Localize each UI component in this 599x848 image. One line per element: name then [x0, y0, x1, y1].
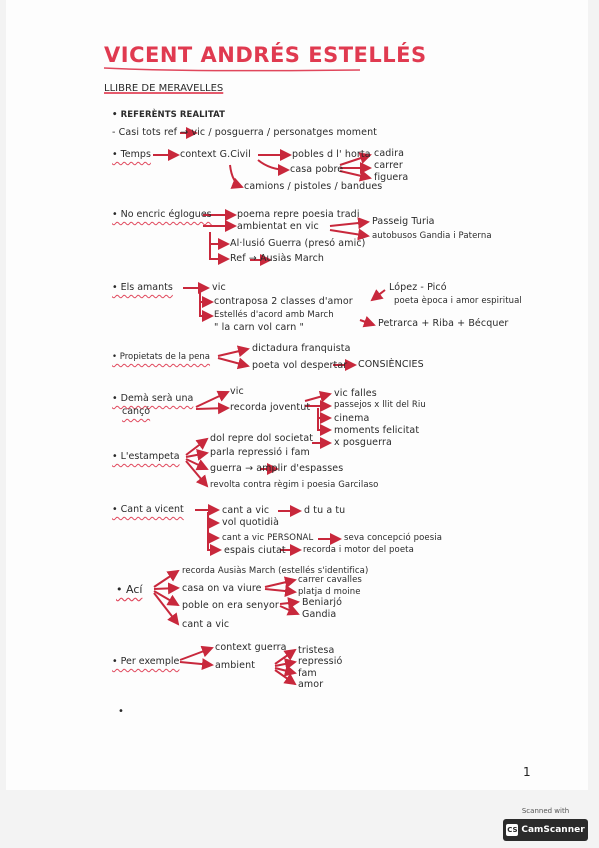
perexemple-repressio: repressió — [298, 656, 343, 667]
cantavicent-vol: vol quotidià — [222, 517, 280, 528]
estampeta-revolta: revolta contra règim i poesia Garcilaso — [210, 480, 379, 490]
arrow — [330, 230, 368, 236]
perexemple-ambient: ambient — [215, 660, 256, 671]
arrow — [330, 222, 368, 226]
key-temps: • Temps — [112, 149, 151, 160]
key-propietats: • Propietats de la pena — [112, 352, 211, 362]
arrow — [230, 165, 242, 187]
arrow — [210, 232, 228, 244]
arrow — [265, 580, 295, 587]
demasera-cinema: cinema — [334, 413, 370, 424]
perexemple-tristesa: tristesa — [298, 645, 335, 656]
arrow — [280, 606, 298, 614]
page-title: VICENT ANDRÉS ESTELLÉS — [104, 43, 427, 67]
propietats-poeta: poeta vol despertar — [252, 360, 348, 371]
arrow — [208, 512, 218, 523]
stamp-badge — [503, 819, 588, 841]
arrow — [180, 662, 212, 665]
noencric-ambientat: ambientat en vic — [237, 221, 319, 232]
aci-gandia: Gandia — [302, 609, 337, 620]
demasera-vicfalles: vic falles — [334, 388, 377, 399]
amants-carn: " la carn vol carn " — [214, 322, 304, 333]
arrow — [258, 160, 288, 170]
arrow — [372, 290, 385, 300]
key-amants: • Els amants — [112, 282, 173, 293]
noencric-alusio: Al·lusió Guerra (presó amic) — [230, 238, 366, 249]
noencric-ref: Ref → Ausiàs March — [230, 253, 325, 264]
noencric-poema: poema repre poesia tradi — [237, 209, 360, 220]
cantavicent-dtuatu: d tu a tu — [304, 505, 346, 516]
key-cantavicent: • Cant a vicent — [112, 504, 184, 515]
demasera-recorda: recorda joventut — [230, 402, 311, 413]
estampeta-guerra: guerra → amplir d'espasses — [210, 463, 344, 474]
arrow — [265, 589, 295, 592]
amants-lopez: López - Picó — [389, 282, 447, 293]
demasera-moments: moments felicitat — [334, 425, 420, 436]
perexemple-amor: amor — [298, 679, 324, 690]
amants-poeta-epoca: poeta època i amor espiritual — [394, 296, 522, 306]
temps-carrer: carrer — [374, 160, 403, 171]
arrow — [200, 302, 212, 316]
arrow — [180, 648, 212, 660]
noencric-autobusos: autobusos Gandia i Paterna — [372, 231, 492, 241]
aci-platja: platja d moine — [298, 587, 361, 597]
key-estampeta: • L'estampeta — [112, 451, 180, 462]
temps-pobles: pobles d l' horta — [292, 149, 371, 160]
key-demasera: • Demà serà una — [112, 393, 194, 404]
aci-recorda: recorda Ausiàs March (estellés s'identifica) — [182, 566, 369, 576]
key-perexemple: • Per exemple — [112, 656, 180, 667]
key-demasera-2: cançó — [122, 406, 151, 417]
referents-line: - Casi tots ref → vic / posguerra / personatges moment — [112, 127, 378, 138]
arrow — [318, 418, 330, 430]
amants-petrarca: Petrarca + Riba + Bécquer — [378, 318, 509, 329]
arrow — [154, 571, 178, 587]
arrow — [305, 394, 330, 401]
camscanner-stamp — [503, 807, 588, 841]
camscanner-logo-icon: CS — [507, 826, 518, 834]
cantavicent-personal: cant a vic PERSONAL — [222, 533, 314, 543]
estampeta-parla: parla repressió i fam — [210, 447, 310, 458]
arrow — [360, 320, 374, 325]
arrow — [280, 602, 298, 604]
propietats-dictadura: dictadura franquista — [252, 343, 351, 354]
temps-context: context G.Civil — [180, 149, 251, 160]
cantavicent-espais: espais ciutat — [224, 545, 286, 556]
demasera-passejos: passejos x llit del Riu — [334, 400, 426, 410]
arrow — [196, 408, 228, 409]
page-number: 1 — [523, 765, 531, 779]
arrow — [218, 349, 248, 356]
demasera-posguerra: x posguerra — [334, 437, 392, 448]
aci-carrer: carrer cavalles — [298, 575, 362, 585]
cantavicent-cant: cant a vic — [222, 505, 270, 516]
arrow — [154, 588, 178, 589]
temps-camions: camions / pistoles / bandues — [244, 181, 383, 192]
estampeta-dol: dol repre dol societat — [210, 433, 314, 444]
aci-cant: cant a vic — [182, 619, 230, 630]
cantavicent-seva: seva concepció poesia — [344, 533, 443, 543]
amants-contraposa: contraposa 2 classes d'amor — [214, 296, 353, 307]
perexemple-fam: fam — [298, 668, 317, 679]
arrow — [208, 523, 218, 538]
subtitle: LLIBRE DE MERAVELLES — [104, 83, 224, 94]
cantavicent-recorda: recorda i motor del poeta — [303, 545, 414, 555]
aci-casa: casa on va viure — [182, 583, 262, 594]
arrow — [340, 171, 370, 178]
trailing-bullet: • — [118, 706, 124, 717]
arrow — [218, 358, 248, 366]
arrow — [200, 288, 212, 302]
amants-vic: vic — [212, 282, 226, 293]
temps-figuera: figuera — [374, 172, 409, 183]
amants-estelles: Estellés d'acord amb March — [214, 310, 334, 320]
demasera-vic: vic — [230, 386, 244, 397]
key-noencric: • No encric églogues — [112, 209, 212, 220]
perexemple-context: context guerra — [215, 642, 287, 653]
section-heading-referents: • REFERÈNTS REALITAT — [112, 110, 226, 120]
arrow — [208, 538, 220, 550]
stamp-scanned-with: Scanned with — [521, 807, 570, 815]
arrow — [210, 244, 228, 259]
arrow — [318, 408, 330, 418]
title-underline — [104, 68, 360, 71]
temps-casa: casa pobre — [290, 164, 344, 175]
key-aci: • Ací — [116, 583, 143, 596]
aci-poble: poble on era senyor — [182, 600, 279, 611]
aci-beniarjo: Beniarjó — [302, 597, 343, 608]
noencric-passeig: Passeig Turia — [372, 216, 435, 227]
propietats-consciencies: CONSIÈNCIES — [358, 359, 424, 370]
arrow — [196, 392, 228, 407]
temps-cadira: cadira — [374, 148, 405, 159]
stamp-app-name: CamScanner — [521, 825, 585, 835]
